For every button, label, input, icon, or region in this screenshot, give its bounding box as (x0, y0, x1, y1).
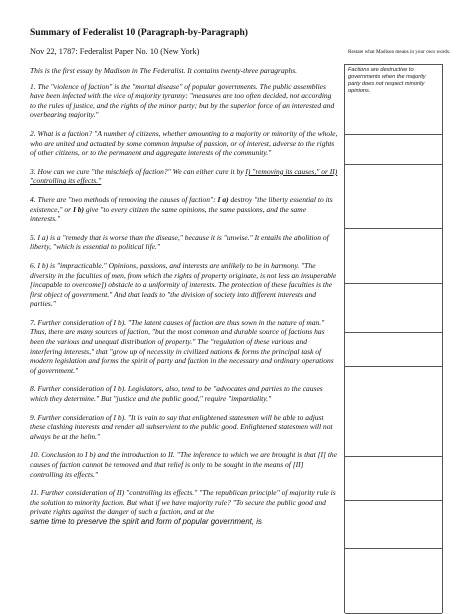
paragraph-8: 8. Further consideration of I b). Legislators, also, tend to be "advocates and parties to the causes which they determine." But "justice and the public good," require "impartiality." (30, 384, 323, 404)
notes-column-heading: Restate what Madison means in your own words. (348, 49, 451, 55)
note-box-1[interactable] (345, 65, 442, 135)
paragraph-6: 6. I b) is "impracticable." Opinions, passions, and interests are unlikely to be in harmony. "The diversity in the faculties of men, from which the rights of property originate, is not less an insuperable [incapable to overcome]) obstacle to a uniformity of interests. The protection of these faculties is the first object of government." And that leads to "the division of society into different interests and parties." (30, 260, 337, 309)
note-box-4[interactable] (345, 229, 442, 284)
paragraph-4-text-b: destroy "the liberty essential to its existence," or (30, 194, 333, 214)
note-box-10[interactable] (345, 549, 442, 614)
paragraph-1: 1. The "violence of faction" is the "mortal disease" of popular governments. The public assemblies have been infected with the vice of majority tyranny: "measures are too often decided, not according to the rules of justice, and the rights of the minor party; but by the superior force of an interested and overbearing majority." (30, 81, 335, 120)
paragraph-10: 10. Conclusion to I b) and the introduction to II. "The inference to which we are brought is that [I] the causes of faction cannot be removed and that relief is only to be sought in the means of [II] controlling its effects." (30, 450, 338, 479)
note-box-8[interactable] (345, 457, 442, 501)
note-box-7[interactable] (345, 367, 442, 457)
document-title: Summary of Federalist 10 (Paragraph-by-Paragraph) (30, 28, 248, 38)
paragraph-11: 11. Further consideration of II) "controlling its effects." "The republican principle" of majority rule is the solution to minority faction. But what if we have majority rule? "To secure the public good and private rights against the danger of such a faction, and at the (30, 488, 336, 517)
paragraph-3-underlined: I) "removing its causes," or II) "controlling its effects." (30, 166, 338, 186)
paragraph-3-text: 3. How can we cure "the mischiefs of faction?" We can either cure it by (30, 166, 246, 176)
summary-text (30, 66, 338, 527)
paragraph-9: 9. Further consideration of I b). "It is vain to say that enlightened statesmen will be able to adjust these clashing interests and render all subservient to the public good. Enlightened statesmen will not always be at the helm." (30, 412, 333, 441)
note-box-6[interactable] (345, 333, 442, 367)
note-text-1: Factions are destructive to governments when the majority party does not respect minority opinions. (348, 67, 426, 94)
paragraph-4-label-a: I a) (217, 194, 229, 204)
paragraph-4-label-b: I b) (72, 204, 84, 214)
note-box-2[interactable] (345, 135, 442, 165)
note-box-3[interactable] (345, 165, 442, 229)
paragraph-11-continued: same time to preserve the spirit and form of popular government, is (30, 516, 262, 526)
note-box-9[interactable] (345, 501, 442, 549)
paragraph-5: 5. I a) is a "remedy that is worse than the disease," because it is "unwise." It entails the abolition of liberty, "which is essential to political life." (30, 232, 329, 252)
paragraph-4-text-a: 4. There are "two methods of removing the causes of faction": (30, 194, 218, 204)
paragraph-2: 2. What is a faction? "A number of citizens, whether amounting to a majority or minority of the whole, who are united and actuated by some common impulse of passion, or of interest, adverse to the rights of other citizens, or to the permanent and aggregate interests of the community." (30, 128, 338, 158)
paragraph-3 (30, 167, 338, 186)
paragraph-4-text-c: give "to every citizen the same opinions, the same passions, and the same interests." (30, 204, 307, 224)
note-box-5[interactable] (345, 284, 442, 333)
notes-column (344, 64, 443, 613)
document-subtitle: Nov 22, 1787: Federalist Paper No. 10 (New York) (30, 47, 200, 56)
paragraph-4 (30, 195, 338, 224)
intro-paragraph: This is the first essay by Madison in The Federalist. It contains twenty-three paragraphs. (30, 66, 297, 75)
paragraph-7: 7. Further consideration of I b). "The latent causes of faction are thus sown in the nature of man." Thus, there are many sources of faction, "but the most common and durable source of factions has been the various and unequal distribution of property." The "regulation of these various and interfering interests," that "grow up of necessity in civilized nations & forms the principal task of modern legislation and forms the spirit of party and faction in the necessary and ordinary operations of government." (30, 317, 334, 375)
